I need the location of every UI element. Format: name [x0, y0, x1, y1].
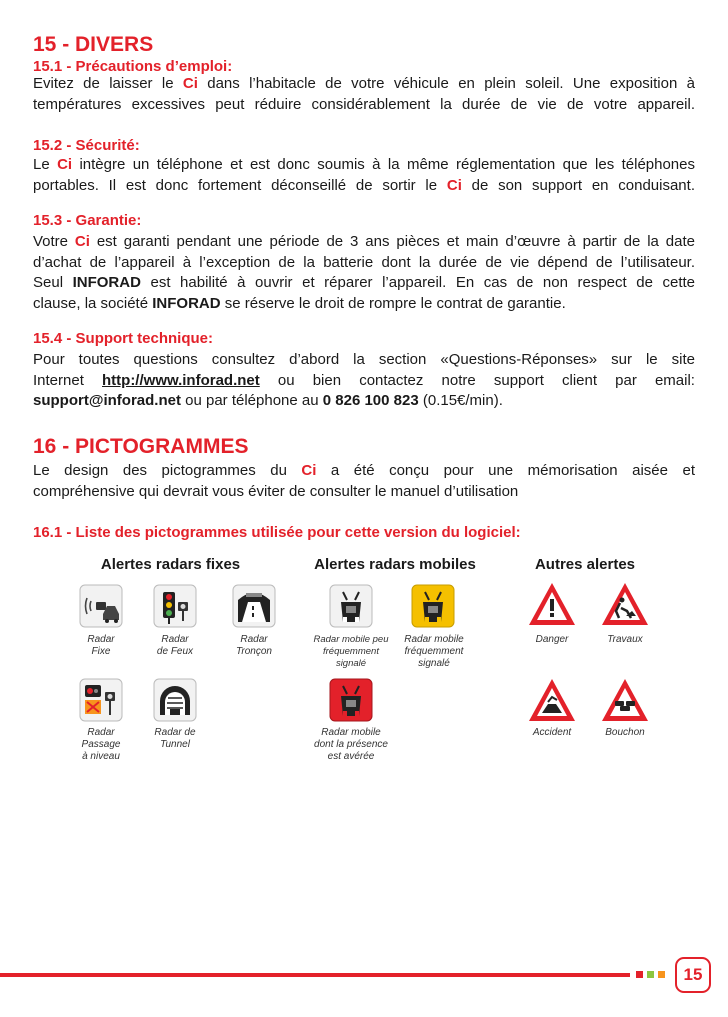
footer-bar	[0, 973, 630, 977]
subsection-15-4-title: 15.4 - Support technique:	[33, 330, 214, 347]
paragraph-16	[33, 461, 695, 502]
caption-radar-fixe: Radar Fixe	[87, 634, 115, 657]
section-16-title: 16 - PICTOGRAMMES	[33, 435, 249, 458]
radar-fixe-icon	[79, 584, 123, 628]
paragraph-15-4	[33, 350, 695, 412]
caption-radar-mobile-frequent: Radar mobile fréquemment signalé	[404, 634, 464, 669]
bouchon-sign-icon	[600, 676, 650, 724]
accident-sign-icon	[527, 676, 577, 724]
subsection-15-3-title: 15.3 - Garantie:	[33, 212, 142, 229]
page-number: 15	[675, 957, 711, 993]
subsection-15-1-title: 15.1 - Précautions d’emploi:	[33, 58, 233, 75]
support-phone: 0 826 100 823	[322, 392, 419, 409]
text-line: Evitez de laisser le Ci dans l’habitacle de votre véhicule en plein soleil. Une exposition à	[33, 75, 695, 92]
column-header-fixed: Alertes radars fixes	[100, 556, 241, 573]
website-link[interactable]: http://www.inforad.net	[102, 371, 260, 389]
text-line: support@inforad.net ou par téléphone au 0 826 100 823 (0.15€/min).	[33, 392, 503, 409]
caption-radar-feux: Radar de Feux	[156, 634, 194, 657]
text-line: Le design des pictogrammes du Ci a été conçu pour une mémorisation aisée et	[33, 462, 695, 479]
footer-square-green	[647, 971, 654, 978]
text-line: d’achat de l’appareil à l’exception de la batterie dont la durée de vie dépend de l’utilisateur.	[33, 253, 695, 271]
footer-square-orange	[658, 971, 665, 978]
travaux-sign-icon	[600, 580, 650, 628]
radar-tunnel-icon	[153, 678, 197, 722]
radar-feux-icon	[153, 584, 197, 628]
caption-danger: Danger	[535, 634, 569, 645]
text-line: portables. Il est donc fortement déconseillé de sortir le Ci de son support en conduisant.	[33, 176, 695, 194]
subsection-15-2-title: 15.2 - Sécurité:	[33, 137, 140, 154]
section-15-title: 15 - DIVERS	[33, 33, 154, 56]
text-line: Seul INFORAD est habilité à ouvrir et réparer l’appareil. En cas de non respect de cette	[33, 274, 695, 291]
text-line: Internet http://www.inforad.net ou bien contactez notre support client par email:	[33, 371, 695, 389]
radar-troncon-icon	[232, 584, 276, 628]
footer-square-red	[636, 971, 643, 978]
caption-radar-mobile-peu: Radar mobile peu fréquemment signalé	[313, 634, 389, 669]
radar-passage-niveau-icon	[79, 678, 123, 722]
paragraph-15-1	[33, 74, 695, 115]
text-line: Pour toutes questions consultez d’abord la section «Questions-Réponses» sur le site	[33, 351, 695, 368]
caption-radar-mobile-averee: Radar mobile dont la présence est avérée	[314, 727, 388, 762]
column-header-other: Autres alertes	[534, 556, 636, 573]
caption-radar-tunnel: Radar de Tunnel	[154, 727, 196, 750]
caption-accident: Accident	[532, 727, 572, 738]
text-line: clause, la société INFORAD se réserve le droit de rompre le contrat de garantie.	[33, 294, 566, 312]
radar-mobile-averee-icon	[329, 678, 373, 722]
text-line: Votre Ci est garanti pendant une période de 3 ans pièces et main d’œuvre à partir de la date	[33, 233, 695, 250]
radar-mobile-frequent-icon	[411, 584, 455, 628]
caption-bouchon: Bouchon	[605, 727, 645, 738]
paragraph-15-2	[33, 155, 695, 196]
column-header-mobile: Alertes radars mobiles	[314, 556, 476, 573]
paragraph-15-3	[33, 232, 695, 314]
caption-radar-passage-niveau: Radar Passage à niveau	[81, 727, 121, 762]
support-email-link[interactable]: support@inforad.net	[33, 392, 181, 409]
subsection-16-1-title: 16.1 - Liste des pictogrammes utilisée pour cette version du logiciel:	[33, 524, 521, 541]
text-line: températures excessives peut réduire considérablement la durée de vie de votre appareil.	[33, 95, 695, 113]
caption-radar-troncon: Radar Tronçon	[236, 634, 272, 657]
caption-travaux: Travaux	[607, 634, 643, 645]
text-line: Le Ci intègre un téléphone et est donc soumis à la même réglementation que les téléphones	[33, 156, 695, 173]
radar-mobile-peu-icon	[329, 584, 373, 628]
text-line: compréhensive qui devrait vous éviter de consulter le manuel d’utilisation	[33, 482, 519, 500]
danger-sign-icon	[527, 580, 577, 628]
